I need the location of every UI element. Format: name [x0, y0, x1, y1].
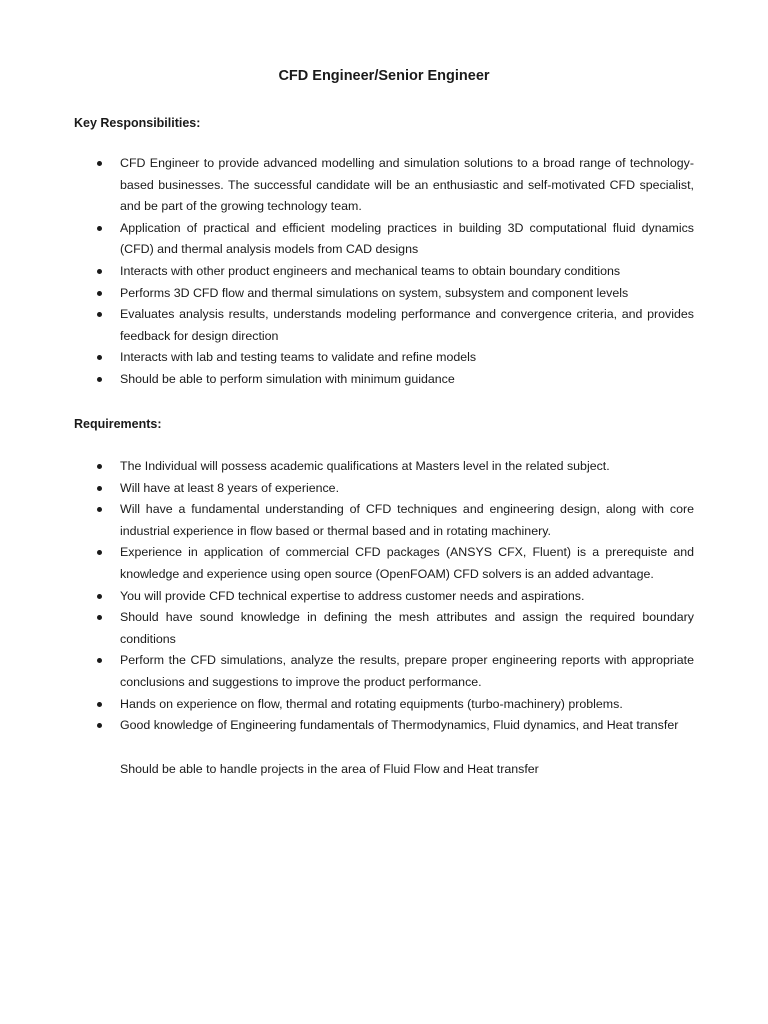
- list-item-text: Interacts with other product engineers and mechanical teams to obtain boundary conditions: [120, 263, 621, 278]
- list-item-text: The Individual will possess academic qualifications at Masters level in the related subject.: [120, 459, 610, 473]
- bullet-icon: [97, 464, 102, 469]
- list-item-text: Evaluates analysis results, understands modeling performance and convergence criteria, and provides feedback for design direction: [120, 307, 694, 343]
- list-item: [0, 153, 768, 218]
- list-item: [0, 586, 768, 608]
- bullet-icon: [97, 377, 102, 382]
- list-item-text: Experience in application of commercial CFD packages (ANSYS CFX, Fluent) is a prerequiste and knowledge and experience using open source (OpenFOAM) CFD solvers is an added advantage.: [120, 545, 694, 581]
- list-item: [0, 369, 768, 391]
- bullet-icon: [97, 355, 102, 360]
- list-item-text: Will have a fundamental understanding of CFD techniques and engineering design, along with core industrial experience in flow based or thermal based and in rotating machinery.: [120, 502, 694, 538]
- page-title: CFD Engineer/Senior Engineer: [278, 68, 490, 84]
- list-item-text: Performs 3D CFD flow and thermal simulations on system, subsystem and component levels: [120, 285, 629, 300]
- list-item: [0, 283, 768, 305]
- list-item: [0, 347, 768, 369]
- responsibilities-list: [0, 153, 768, 391]
- bullet-icon: [97, 507, 102, 512]
- list-item: [0, 304, 768, 347]
- bullet-icon: [97, 312, 102, 317]
- list-item-text: CFD Engineer to provide advanced modelling and simulation solutions to a broad range of technology-based businesses. The successful candidate will be an enthusiastic and self-motivated CFD specialist, and be part of the growing technology team.: [120, 156, 694, 214]
- list-item: [0, 542, 768, 585]
- list-item: [0, 218, 768, 261]
- bullet-icon: [97, 161, 102, 166]
- list-item: [0, 650, 768, 693]
- list-item-text: Hands on experience on flow, thermal and rotating equipments (turbo-machinery) problems.: [120, 696, 623, 711]
- list-item-text: Good knowledge of Engineering fundamentals of Thermodynamics, Fluid dynamics, and Heat transfer: [120, 718, 679, 733]
- bullet-icon: [97, 702, 102, 707]
- bullet-icon: [97, 226, 102, 231]
- list-item: [0, 715, 768, 737]
- requirements-trailing-line: Should be able to handle projects in the area of Fluid Flow and Heat transfer: [120, 762, 539, 776]
- list-item-text: You will provide CFD technical expertise to address customer needs and aspirations.: [120, 588, 585, 603]
- list-item: [0, 499, 768, 542]
- requirements-heading: Requirements:: [74, 417, 162, 431]
- list-item-text: Should be able to perform simulation with minimum guidance: [120, 371, 455, 386]
- bullet-icon: [97, 486, 102, 491]
- list-item-text: Should have sound knowledge in defining the mesh attributes and assign the required boundary conditions: [120, 610, 694, 646]
- bullet-icon: [97, 594, 102, 599]
- bullet-icon: [97, 291, 102, 296]
- list-item: [0, 607, 768, 650]
- list-item-text: Perform the CFD simulations, analyze the results, prepare proper engineering reports with appropriate conclusions and suggestions to improve the product performance.: [120, 653, 694, 689]
- list-item: [0, 478, 768, 500]
- requirements-list: [0, 456, 768, 737]
- list-item: [0, 694, 768, 716]
- list-item: [0, 456, 768, 478]
- responsibilities-heading: Key Responsibilities:: [74, 116, 201, 130]
- bullet-icon: [97, 723, 102, 728]
- bullet-icon: [97, 550, 102, 555]
- list-item-text: Application of practical and efficient modeling practices in building 3D computational fluid dynamics (CFD) and thermal analysis models from CAD designs: [120, 220, 694, 257]
- bullet-icon: [97, 269, 102, 274]
- list-item-text: Will have at least 8 years of experience.: [120, 480, 340, 495]
- list-item: [0, 261, 768, 283]
- bullet-icon: [97, 615, 102, 620]
- bullet-icon: [97, 658, 102, 663]
- list-item-text: Interacts with lab and testing teams to validate and refine models: [120, 350, 477, 365]
